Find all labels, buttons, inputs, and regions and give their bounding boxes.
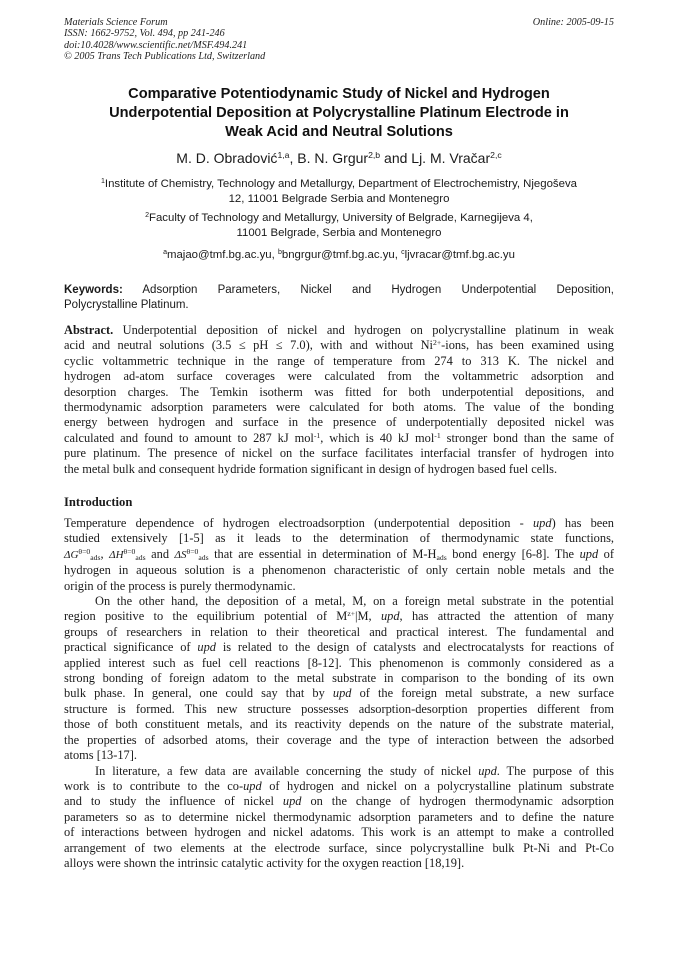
intro-line: of interactions between hydrogen and nickel adatoms. This work is an attempt to make a controlled — [64, 825, 614, 840]
intro-italic: upd — [532, 516, 552, 530]
intro-line: hydrogen in aqueous solution is a phenomenon characteristic of only certain noble metals and the — [64, 563, 614, 578]
intro-text: work is to contribute to the co- — [64, 778, 244, 793]
intro-line: the properties of adsorbed atoms, their coverage and the type of interaction between the adsorbed — [64, 732, 614, 747]
doi-line: doi:10.4028/www.scientific.net/MSF.494.241 — [64, 39, 248, 51]
title-line-3: Weak Acid and Neutral Solutions — [225, 124, 453, 140]
issn-line: ISSN: 1662-9752, Vol. 494, pp 241-246 — [64, 28, 225, 40]
intro-italic: upd — [282, 794, 302, 809]
intro-line: groups of researchers in relation to their theoretical and practical interest. The fundamental and — [64, 624, 614, 639]
intro-text: In literature, a few data are available concerning the study of nickel — [95, 763, 479, 778]
intro-italic: upd — [243, 778, 262, 793]
theta-superscript: θ=0 — [123, 546, 136, 556]
abstract-line — [64, 323, 614, 338]
title-line-2: Underpotential Deposition at Polycrystalline Platinum Electrode in — [109, 105, 569, 121]
intro-line: atoms [13-17]. — [64, 748, 137, 763]
intro-text: practical significance of — [64, 640, 198, 655]
intro-text: Temperature dependence of hydrogen electroadsorption (underpotential deposition - — [64, 516, 533, 530]
affiliation-2 — [60, 211, 618, 240]
intro-text: , — [100, 546, 110, 561]
abstract-text: stronger bond than the same of — [440, 430, 614, 445]
abstract-line — [64, 431, 614, 446]
intro-italic: upd — [197, 640, 216, 655]
email-list — [60, 249, 618, 261]
theta-superscript: θ=0 — [186, 546, 199, 556]
abstract-line — [64, 338, 614, 353]
intro-line — [64, 640, 614, 655]
intro-text: bulk phase. In general, one could say that by — [64, 686, 333, 701]
ads-subscript: ads — [198, 552, 209, 562]
intro-line: origin of the process is purely thermodynamic. — [64, 578, 296, 593]
abstract-line: hydrogen ad-atom surface coverages were calculated from the voltammetric adsorption and — [64, 369, 614, 384]
intro-text: region positive to the equilibrium potential of M — [64, 609, 348, 624]
abstract-line: energy between hydrogen and surface in the presence of underpotentially deposited nickel was — [64, 415, 614, 430]
intro-line: arrangement of two elements at the electrode surface, since polycrystalline bulk Pt-Ni and Pt-Co — [64, 840, 614, 855]
intro-text: of the foreign metal substrate, a new surface — [351, 686, 615, 701]
intro-line: On the other hand, the deposition of a metal, M, on a foreign metal substrate in the potential — [95, 594, 614, 609]
intro-text: of hydrogen and nickel on a polycrystalline platinum substrate — [261, 778, 614, 793]
author-separator: and — [380, 150, 412, 166]
intro-text: . The purpose of this — [496, 763, 614, 778]
abstract-superscript: -1 — [434, 430, 441, 440]
abstract-line: cyclic voltammetric technique in the range of temperature from 274 to 313 K. The nickel and — [64, 353, 614, 368]
ads-subscript: ads — [436, 552, 447, 562]
intro-text: bond energy [6-8]. The — [446, 546, 580, 561]
intro-superscript: z+ — [347, 609, 356, 619]
intro-text: and — [145, 546, 175, 561]
author-list — [60, 150, 618, 167]
intro-line — [64, 779, 614, 794]
intro-line — [64, 764, 614, 779]
abstract-text: -ions, has been examined using — [441, 338, 614, 353]
abstract-line: pure platinum. The presence of nickel on the surface facilitates interfacial transfer of hydrogen into — [64, 446, 614, 461]
intro-italic: upd — [380, 609, 400, 624]
intro-italic: upd — [579, 546, 599, 561]
abstract-text: , which is 40 kJ mol — [320, 430, 435, 445]
keywords-line-2: Polycrystalline Platinum. — [64, 299, 189, 311]
ads-subscript: ads — [135, 552, 146, 562]
author-3-affil: 2,c — [490, 150, 502, 161]
abstract-label: Abstract. — [64, 323, 114, 337]
delta-s-symbol: ΔS — [174, 548, 187, 561]
title-line-1: Comparative Potentiodynamic Study of Nickel and Hydrogen — [128, 86, 550, 102]
author-separator: , — [289, 150, 298, 166]
online-date: Online: 2005-09-15 — [532, 17, 614, 28]
author-3: Lj. M. Vračar — [411, 150, 491, 166]
delta-h-symbol: ΔH — [109, 548, 124, 561]
intro-line: studied extensively [1-5] as it leads to the determination of thermodynamic state functions, — [64, 531, 614, 546]
intro-line: strong bonding of foreign adatom to the metal substrate in comparison to the bonding of its own — [64, 671, 614, 686]
abstract-line: thermodynamic adsorption parameters were calculated for both atoms. The value of the bonding — [64, 400, 614, 415]
author-2-affil: 2,b — [368, 150, 381, 161]
author-2: B. N. Grgur — [297, 150, 369, 166]
abstract-superscript: 2+ — [432, 338, 442, 348]
intro-line: alloys were shown the intrinsic catalytic activity for the oxygen reaction [18,19]. — [64, 855, 465, 870]
affiliation-1-marker: 1 — [101, 178, 105, 186]
keywords-line-1 — [64, 283, 614, 298]
abstract-block — [64, 323, 614, 477]
journal-header — [64, 17, 265, 62]
abstract-line: the metal bulk and consequent hydride formation significant in design of hydrogen based fuel cells. — [64, 461, 558, 476]
keywords-label: Keywords: — [64, 284, 123, 296]
ads-subscript: ads — [90, 552, 101, 562]
intro-italic: upd — [478, 763, 497, 778]
abstract-text: calculated and found to amount to 287 kJ mol — [64, 430, 314, 445]
abstract-superscript: -1 — [313, 430, 321, 440]
abstract-text: Underpotential deposition of nickel and hydrogen on polycrystalline platinum in weak — [113, 323, 614, 337]
intro-line — [64, 516, 614, 531]
keywords-text-1: Adsorption Parameters, Nickel and Hydrogen Underpotential Deposition, — [122, 284, 614, 296]
intro-italic: upd — [332, 686, 352, 701]
intro-line — [64, 547, 614, 563]
intro-line — [64, 686, 614, 701]
intro-line: parameters so as to determine nickel thermodynamic adsorption parameters and to define the nature — [64, 809, 614, 824]
email-b[interactable]: bngrgur@tmf.bg.ac.yu, — [281, 249, 402, 261]
introduction-body — [64, 516, 614, 871]
email-marker-b: b — [277, 249, 282, 257]
journal-name: Materials Science Forum — [64, 17, 168, 28]
paper-title — [60, 85, 618, 142]
affiliation-2-line-1: Faculty of Technology and Metallurgy, University of Belgrade, Karnegijeva 4, — [149, 212, 533, 224]
author-1: M. D. Obradović — [176, 150, 278, 166]
theta-superscript: θ=0 — [78, 546, 91, 556]
intro-line — [64, 794, 614, 809]
affiliation-1-line-2: 12, 11001 Belgrade Serbia and Montenegro — [228, 192, 450, 205]
intro-text: on the change of hydrogen thermodynamic adsorption — [301, 794, 614, 809]
affiliation-1 — [60, 177, 618, 206]
intro-text: and to study the influence of nickel — [64, 794, 283, 809]
introduction-heading: Introduction — [64, 495, 133, 509]
affiliation-2-line-2: 11001 Belgrade, Serbia and Montenegro — [236, 226, 442, 239]
intro-text: ) has been — [551, 516, 614, 530]
email-marker-c: c — [401, 249, 405, 257]
intro-line: structure is formed. This new structure possesses adsorption-desorption properties different from — [64, 701, 614, 716]
email-a[interactable]: majao@tmf.bg.ac.yu, — [166, 249, 278, 261]
email-c[interactable]: ljvracar@tmf.bg.ac.yu — [404, 249, 515, 261]
keywords-block — [64, 283, 614, 313]
abstract-line: desorption charges. The Temkin isotherm was fitted for both underpotential depositions, and — [64, 384, 614, 399]
intro-text: is related to the design of catalysts and electrocatalysts for reactions of — [215, 640, 614, 655]
affiliation-2-marker: 2 — [145, 212, 149, 220]
author-1-affil: 1,a — [277, 150, 290, 161]
intro-text: |M, — [355, 609, 381, 624]
email-marker-a: a — [163, 249, 167, 257]
intro-line: applied interest such as fuel cell reactions [8-12]. This phenomenon is commonly considered as a — [64, 655, 614, 670]
intro-text: , has attracted the attention of many — [399, 609, 614, 624]
intro-text: that are essential in determination of M-H — [208, 546, 437, 561]
intro-text: of — [598, 546, 615, 561]
delta-g-symbol: ΔG — [64, 548, 79, 561]
affiliation-1-line-1: Institute of Chemistry, Technology and Metallurgy, Department of Electrochemistry, Njegoševa — [104, 178, 577, 190]
abstract-text: acid and neutral solutions (3.5 ≤ pH ≤ 7.0), with and without Ni — [64, 338, 433, 353]
intro-line — [64, 609, 614, 624]
copyright-line: © 2005 Trans Tech Publications Ltd, Switzerland — [64, 50, 266, 62]
intro-line: those of both constituent metals, and its reactivity depends on the nature of the substrate material, — [64, 717, 614, 732]
